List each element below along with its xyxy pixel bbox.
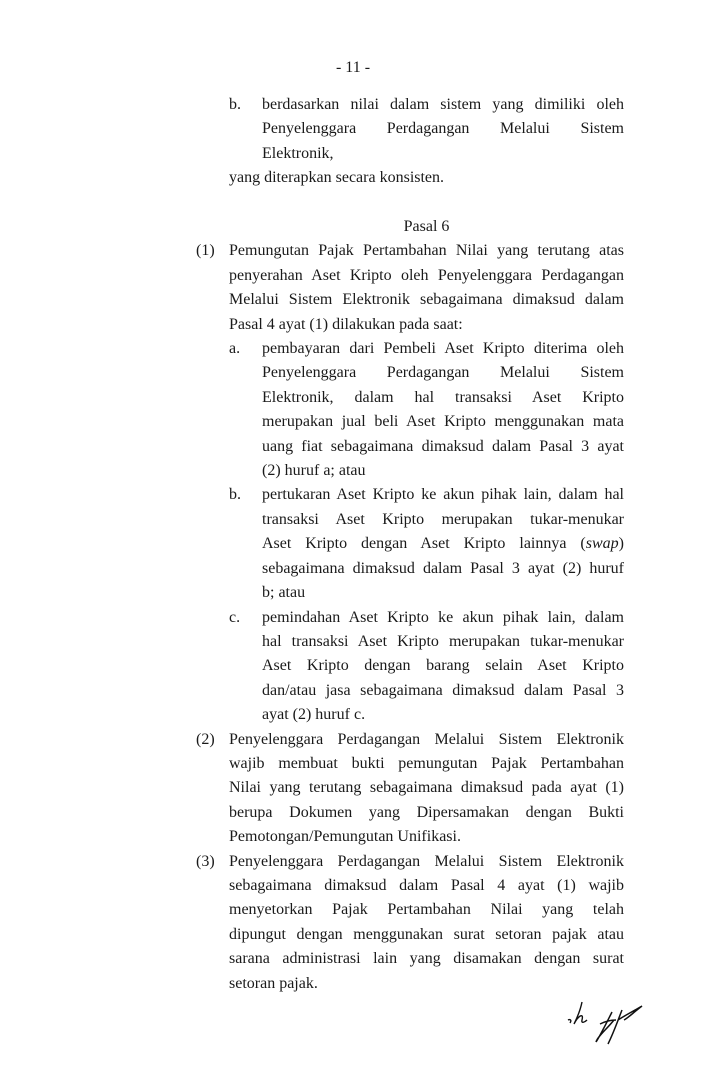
text-line: Melalui Sistem Elektronik sebagaimana dimaksud dalam [229, 291, 624, 309]
item-label: c. [229, 608, 241, 626]
text-line: dan/atau jasa sebagaimana dimaksud dalam Pasal 3 [262, 681, 624, 699]
paragraph-number: (3) [196, 852, 215, 870]
text-line: sebagaimana dimaksud dalam Pasal 4 ayat (1) wajib [229, 876, 624, 894]
text-line: Pemotongan/Pemungutan Unifikasi. [229, 828, 461, 846]
text-line: merupakan jual beli Aset Kripto menggunakan mata [262, 413, 624, 431]
paragraph [0, 850, 706, 996]
text-line: uang fiat sebagaimana dimaksud dalam Pasal 3 ayat [262, 437, 624, 455]
text-line: menyetorkan Pajak Pertambahan Nilai yang telah [229, 901, 624, 919]
text-line: penyerahan Aset Kripto oleh Penyelenggara Perdagangan [229, 266, 624, 284]
text-line: pemindahan Aset Kripto ke akun pihak lain, dalam [262, 608, 624, 626]
article-title: Pasal 6 [403, 218, 450, 236]
text-line: sarana administrasi lain yang disamakan dengan surat [229, 950, 624, 968]
paragraph [0, 728, 706, 850]
text-line: wajib membuat bukti pemungutan Pajak Pertambahan [229, 754, 624, 772]
text-line: Aset Kripto dengan Aset Kripto lainnya (swap) [262, 535, 624, 553]
text-line: transaksi Aset Kripto merupakan tukar-menukar [262, 510, 624, 528]
text-line: berupa Dokumen yang Dipersamakan dengan Bukti [229, 803, 624, 821]
text-line: Elektronik, [262, 144, 334, 162]
page-number: - 11 - [335, 59, 371, 76]
text-line: Aset Kripto dengan barang selain Aset Kripto [262, 657, 624, 675]
text-line: Penyelenggara Perdagangan Melalui Sistem [262, 120, 624, 138]
paragraph [0, 239, 706, 337]
text-line: (2) huruf a; atau [262, 462, 366, 480]
text-line: Penyelenggara Perdagangan Melalui Sistem Elektronik [229, 730, 624, 748]
text-line: Elektronik, dalam hal transaksi Aset Kripto [262, 388, 624, 406]
item-label: b. [229, 96, 241, 113]
list-item [0, 337, 706, 483]
text-line: berdasarkan nilai dalam sistem yang dimiliki oleh [262, 96, 624, 113]
item-label: a. [229, 340, 241, 358]
text-line: Pasal 4 ayat (1) dilakukan pada saat: [229, 315, 463, 333]
text-line: yang diterapkan secara konsisten. [229, 169, 445, 187]
text-line: pembayaran dari Pembeli Aset Kripto diterima oleh [262, 340, 624, 358]
list-item [0, 606, 706, 728]
paragraph-number: (1) [196, 242, 215, 260]
document-body [0, 93, 706, 996]
text-line: Penyelenggara Perdagangan Melalui Sistem [262, 364, 624, 382]
text-line: setoran pajak. [229, 974, 318, 992]
item-label: b. [229, 486, 241, 504]
text-line: ayat (2) huruf c. [262, 706, 366, 724]
text-line: b; atau [262, 584, 306, 602]
text-line: Nilai yang terutang sebagaimana dimaksud pada ayat (1) [229, 779, 624, 797]
list-item [0, 93, 706, 166]
text-line: sebagaimana dimaksud dalam Pasal 3 ayat (2) huruf [262, 559, 624, 577]
text-line: dipungut dengan menggunakan surat setoran pajak atau [229, 925, 624, 943]
closing-text [229, 166, 624, 190]
text-line: hal transaksi Aset Kripto merupakan tukar-menukar [262, 632, 624, 650]
paragraph-number: (2) [196, 730, 215, 748]
text-line: pertukaran Aset Kripto ke akun pihak lain, dalam hal [262, 486, 624, 504]
list-item [0, 483, 706, 605]
text-line: Penyelenggara Perdagangan Melalui Sistem Elektronik [229, 852, 624, 870]
text-line: Pemungutan Pajak Pertambahan Nilai yang terutang atas [229, 242, 624, 260]
signature-initials [560, 990, 655, 1050]
